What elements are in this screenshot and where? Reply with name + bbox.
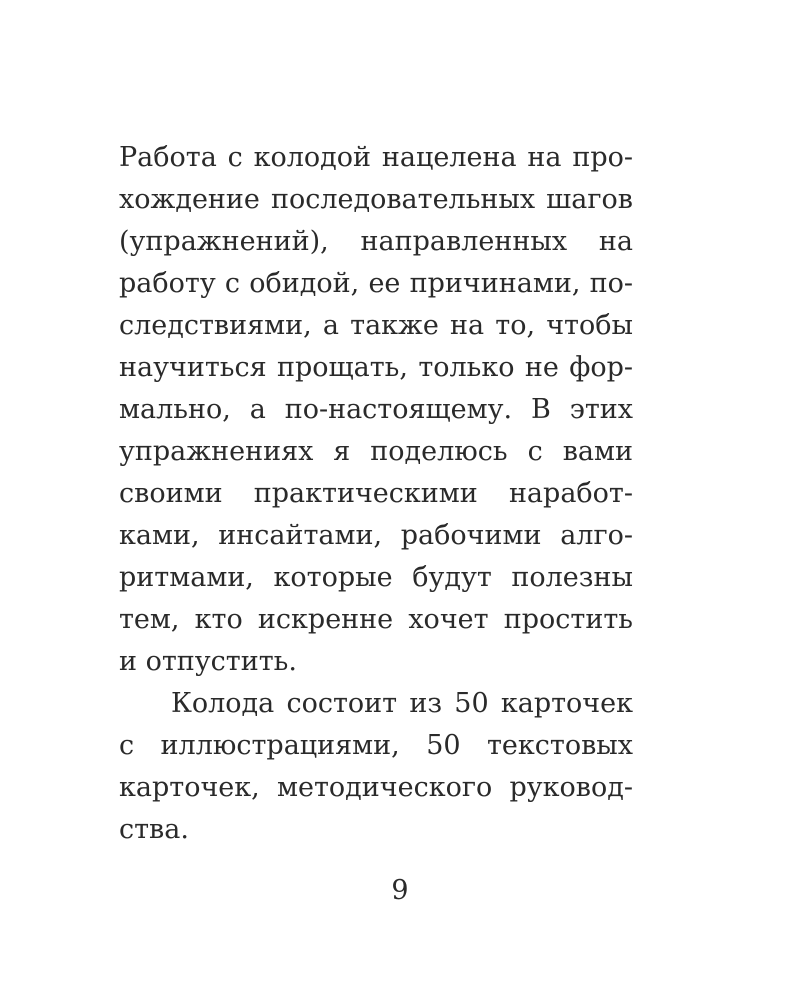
text-line: и отпустить. — [119, 646, 297, 677]
text-line: ства. — [119, 814, 189, 845]
text-line: карточек, методического руковод- — [119, 772, 633, 803]
text-line: ритмами, которые будут полезны — [119, 562, 633, 593]
text-line: научиться прощать, только не фор- — [119, 352, 633, 383]
text-line: тем, кто искренне хочет простить — [119, 604, 633, 635]
text-line: ками, инсайтами, рабочими алго- — [119, 520, 633, 551]
page-number: 9 — [391, 875, 409, 906]
text-line: работу с обидой, ее причинами, по- — [119, 268, 633, 299]
text-line: Работа с колодой нацелена на про- — [119, 142, 633, 173]
text-line: мально, а по-настоящему. В этих — [119, 394, 633, 425]
text-line: своими практическими наработ- — [119, 478, 633, 509]
text-line: (упражнений), направленных на — [119, 226, 633, 257]
body-text — [119, 137, 633, 851]
text-line: с иллюстрациями, 50 текстовых — [119, 730, 633, 761]
text-line: упражнениях я поделюсь с вами — [119, 436, 633, 467]
text-line: следствиями, а также на то, чтобы — [119, 310, 633, 341]
text-line: хождение последовательных шагов — [119, 184, 633, 215]
paragraph-1 — [119, 137, 633, 683]
paragraph-2 — [119, 683, 633, 851]
text-line: Колода состоит из 50 карточек — [171, 688, 633, 719]
